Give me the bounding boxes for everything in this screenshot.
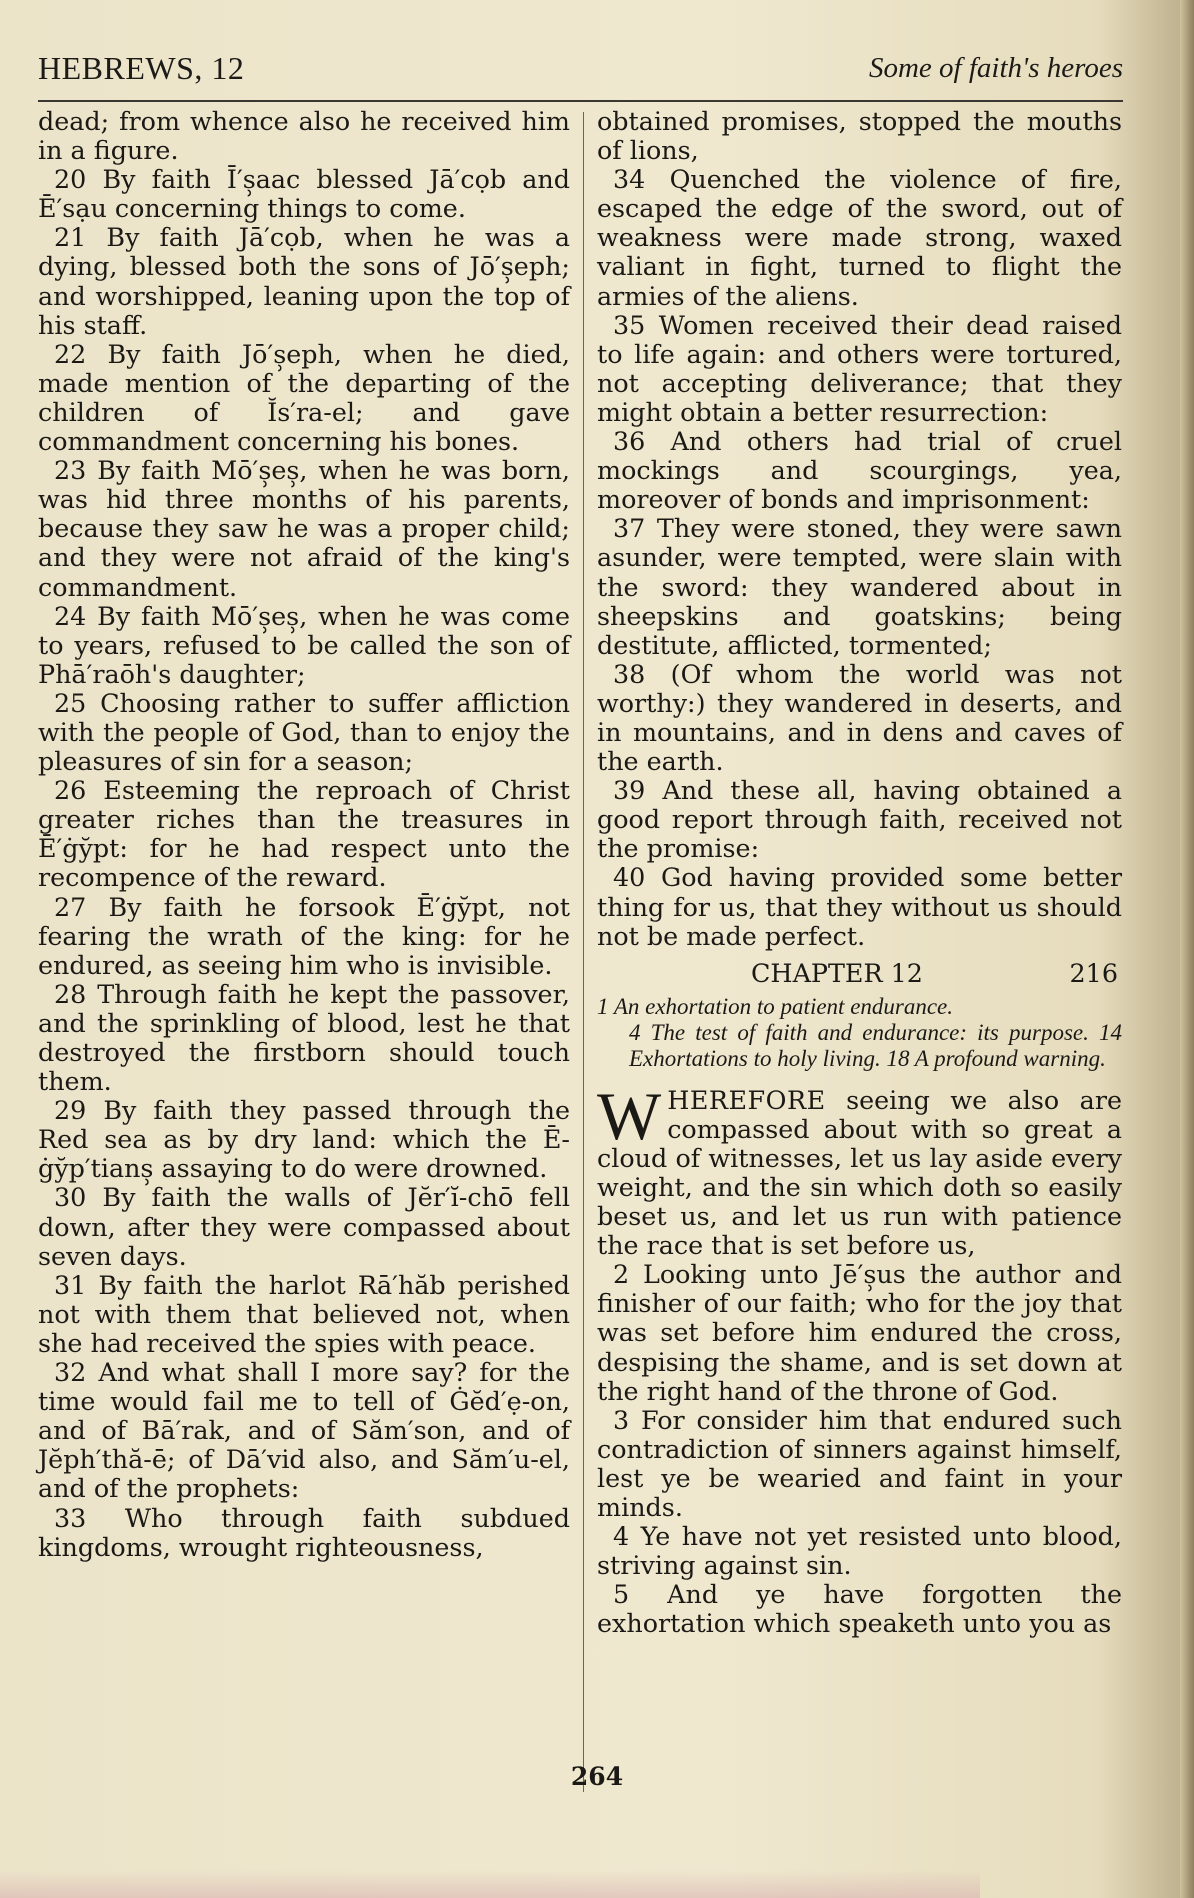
header-book-chapter: HEBREWS, 12	[38, 50, 245, 86]
verse: 4 Ye have not yet resisted unto blood, striving against sin.	[597, 1521, 1122, 1581]
verse: 23 By faith Mō′s̹es̹, when he was born, was hid three months of his parents, because they saw he was a proper child; and they were not afraid of the king's commandment.	[38, 455, 570, 602]
verse: 39 And these all, having obtained a good report through faith, received not the promise:	[597, 775, 1122, 864]
verse: 31 By faith the harlot Rā′hăb perished not with them that believed not, when she had received the spies with peace.	[38, 1269, 570, 1358]
verse: 40 God having provided some better thing for us, that they without us should not be made perfect.	[597, 862, 1122, 951]
column-divider	[583, 112, 584, 1792]
verse: 2 Looking unto Jē′s̹us the author and finisher of our faith; who for the joy that was set before him endured the cross, despising the shame, and is set down at the right hand of the throne of God.	[597, 1259, 1122, 1406]
chapter-title: CHAPTER 12	[751, 957, 923, 988]
opening-word: HEREFORE	[667, 1084, 826, 1115]
verse: 24 By faith Mō′s̹es̹, when he was come to years, refused to be called the son of Phā′raōh's daughter;	[38, 600, 570, 689]
verse: 3 For consider him that endured such contradiction of sinners against himself, lest ye be wearied and faint in your minds.	[597, 1404, 1122, 1523]
chapter-heading	[597, 959, 1122, 988]
verse: 25 Choosing rather to suffer affliction with the people of God, than to enjoy the pleasures of sin for a season;	[38, 687, 570, 777]
header-rule	[38, 100, 1123, 102]
chapter-verses	[597, 1260, 1122, 1638]
verse: 22 By faith Jō′s̹eph, when he died, made mention of the departing of the children of Ĭs′ra-el; and gave commandment concerning his bones.	[38, 338, 570, 457]
verse: 20 By faith Ī′s̹aac blessed Jā′cọb and Ē′sạu concerning things to come.	[38, 164, 570, 224]
left-column	[38, 107, 570, 1562]
verse: 37 They were stoned, they were sawn asunder, were tempted, were slain with the sword: they wandered about in sheepskins and goatskins; being destitute, afflicted, tormented;	[597, 513, 1122, 660]
verse: 26 Esteeming the reproach of Christ greater riches than the treasures in Ē′ġy̆pt: for he had respect unto the recompence of the reward.	[38, 775, 570, 893]
verse: 5 And ye have forgotten the exhortation which speaketh unto you as	[597, 1579, 1122, 1639]
verse: obtained promises, stopped the mouths of lions,	[597, 106, 1122, 166]
verse: 33 Who through faith subdued kingdoms, wrought righteousness,	[38, 1502, 570, 1562]
right-column	[597, 107, 1122, 1639]
opening-text: seeing we also are compassed about with so great a cloud of witnesses, let us lay aside every weight, and the sin which doth so easily beset us, and let us run with patience the race that is set before us,	[597, 1084, 1122, 1261]
chapter-reference-number: 216	[1069, 957, 1118, 988]
verse: 34 Quenched the violence of fire, escaped the edge of the sword, out of weakness were made strong, waxed valiant in fight, turned to flight the armies of the aliens.	[597, 164, 1122, 311]
verse: 32 And what shall I more say? for the time would fail me to tell of Ġĕd′ẹ-on, and of Bā′rak, and of Săm′son, and of Jĕph′thă-ē; of Dā′vid also, and Săm′u-el, and of the prophets:	[38, 1357, 570, 1504]
right-column-verses	[597, 107, 1122, 951]
page-number: 264	[570, 1762, 624, 1791]
verse: 28 Through faith he kept the passover, and the sprinkling of blood, lest he that destroyed the firstborn should touch them.	[38, 978, 570, 1097]
summary-line-first: 1 An exhortation to patient endurance.	[597, 993, 954, 1019]
page-edge-stain	[0, 1870, 980, 1898]
page-spine-shadow	[1180, 0, 1194, 1898]
chapter-summary	[597, 994, 1122, 1072]
verse: 29 By faith they passed through the Red sea as by dry land: which the Ē-ġy̆p′tians̹ assaying to do were drowned.	[38, 1095, 570, 1184]
summary-line-rest: 4 The test of faith and endurance: its purpose. 14 Exhortations to holy living. 18 A profound warning.	[629, 1019, 1122, 1071]
verse: 35 Women received their dead raised to life again: and others were tortured, not accepting deliverance; that they might obtain a better resurrection:	[597, 309, 1122, 427]
dropcap-letter: W	[597, 1077, 662, 1154]
verse: 38 (Of whom the world was not worthy:) they wandered in deserts, and in mountains, and in dens and caves of the earth.	[597, 658, 1122, 777]
running-header	[38, 50, 1123, 94]
verse: 27 By faith he forsook Ē′ġy̆pt, not fearing the wrath of the king: for he endured, as seeing him who is invisible.	[38, 891, 570, 980]
chapter-opening-verse	[597, 1077, 1122, 1261]
verse: dead; from whence also he received him in a figure.	[38, 106, 570, 166]
verse: 36 And others had trial of cruel mockings and scourgings, yea, moreover of bonds and imprisonment:	[597, 426, 1122, 515]
header-topic: Some of faith's heroes	[868, 52, 1123, 84]
verse: 21 By faith Jā′cọb, when he was a dying, blessed both the sons of Jō′s̹eph; and worshipped, leaning upon the top of his staff.	[38, 222, 570, 340]
verse: 30 By faith the walls of Jĕr′ĭ-chō fell down, after they were compassed about seven days.	[38, 1182, 570, 1271]
